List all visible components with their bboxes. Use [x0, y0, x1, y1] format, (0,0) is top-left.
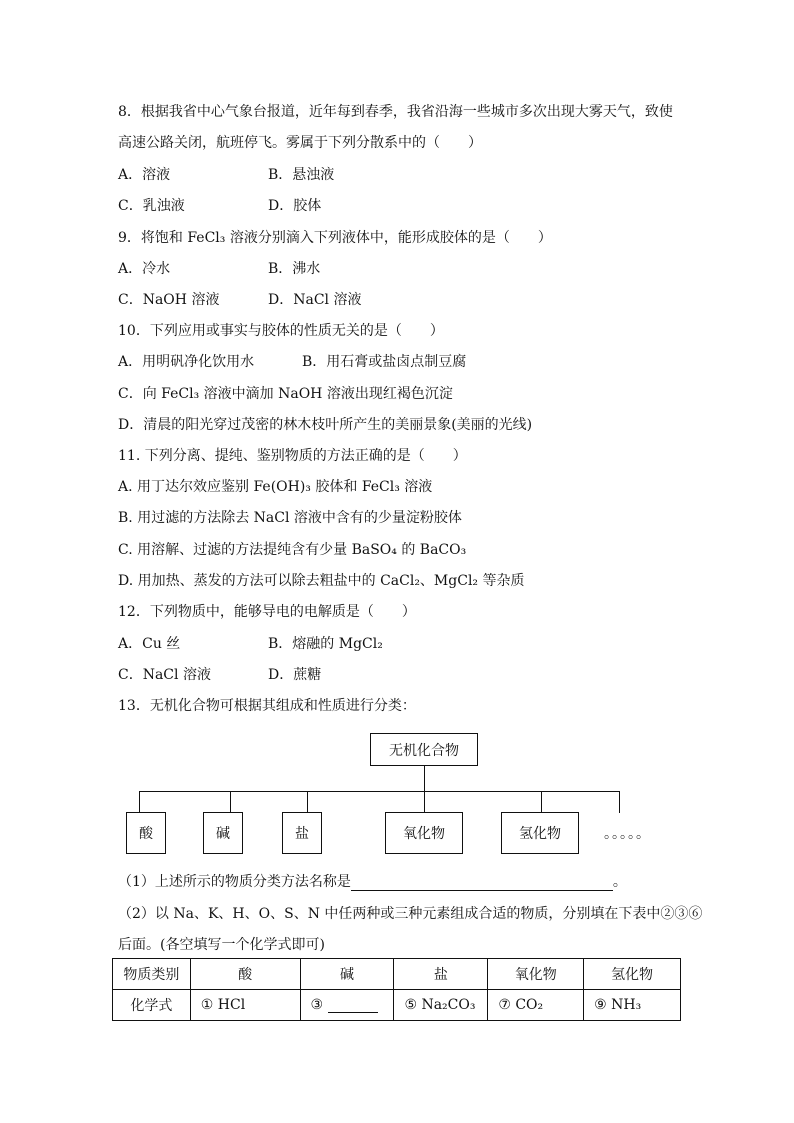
- table-header-cell: 氢化物: [584, 959, 681, 990]
- q11-stem: 11. 下列分离、提纯、鉴别物质的方法正确的是（ ）: [118, 448, 467, 464]
- q13-sub1: [118, 873, 627, 891]
- table-header-cell: 氧化物: [488, 959, 584, 990]
- table-header-cell: 酸: [190, 959, 300, 990]
- table-header-cell: 碱: [300, 959, 394, 990]
- table-cell-base-label: ③: [310, 997, 324, 1013]
- q12-option-b: B．熔融的 MgCl₂: [268, 636, 383, 652]
- tree-child-salt-label: 盐: [295, 826, 309, 842]
- tree-root-connector: [424, 766, 425, 791]
- tree-child-oxide-label: 氧化物: [403, 826, 445, 842]
- tree-child-base: [203, 812, 243, 854]
- q13-sub2-line2: 后面。(各空填写一个化学式即可): [118, 937, 325, 953]
- q10-option-d: D．清晨的阳光穿过茂密的林木枝叶所产生的美丽景象(美丽的光线): [118, 417, 533, 433]
- tree-child-base-label: 碱: [216, 826, 230, 842]
- table-cell-base: [300, 990, 394, 1021]
- tree-child-hydride-label: 氢化物: [519, 826, 561, 842]
- q10-stem: 10．下列应用或事实与胶体的性质无关的是（ ）: [118, 323, 444, 339]
- q13-sub1-end: 。: [612, 874, 627, 890]
- q8-option-d: D．胶体: [268, 198, 322, 214]
- q9-stem: 9．将饱和 FeCl₃ 溶液分别滴入下列液体中，能形成胶体的是（ ）: [118, 230, 552, 246]
- table-header-row: [113, 959, 681, 990]
- q12-option-c: C．NaCl 溶液: [118, 667, 211, 683]
- q13-sub1-answer-blank[interactable]: [351, 876, 613, 891]
- q11-option-c: C. 用溶解、过滤的方法提纯含有少量 BaSO₄ 的 BaCO₃: [118, 542, 467, 558]
- table-cell-salt: ⑤ Na₂CO₃: [394, 990, 488, 1021]
- q9-option-d: D．NaCl 溶液: [268, 292, 362, 308]
- q9-option-c: C．NaOH 溶液: [118, 292, 220, 308]
- tree-drop-more: [619, 791, 620, 813]
- formula-table: [112, 958, 681, 1021]
- q12-option-a: A．Cu 丝: [118, 636, 181, 652]
- q8-option-b: B．悬浊液: [268, 167, 335, 183]
- q13-sub2-line1: （2）以 Na、K、H、O、S、N 中任两种或三种元素组成合适的物质，分别填在下表中②③⑥: [118, 906, 703, 922]
- q9-option-a: A．冷水: [118, 261, 171, 277]
- q9-option-b: B．沸水: [268, 261, 321, 277]
- q10-option-b: B．用石膏或盐卤点制豆腐: [302, 354, 467, 370]
- tree-drop-salt: [307, 791, 308, 813]
- q8-option-a: A．溶液: [118, 167, 171, 183]
- q10-option-c: C．向 FeCl₃ 溶液中滴加 NaOH 溶液出现红褐色沉淀: [118, 386, 453, 402]
- tree-drop-acid: [139, 791, 140, 813]
- table-header-cell: 物质类别: [113, 959, 191, 990]
- tree-branch-line: [139, 791, 619, 792]
- table-header-cell: 盐: [394, 959, 488, 990]
- tree-ellipsis: 。。。。。: [604, 826, 651, 842]
- q11-option-a: A. 用丁达尔效应鉴别 Fe(OH)₃ 胶体和 FeCl₃ 溶液: [118, 479, 433, 495]
- table-row-label: 化学式: [113, 990, 191, 1021]
- tree-child-salt: [282, 812, 322, 854]
- tree-drop-oxide: [424, 791, 425, 813]
- q13-stem: 13．无机化合物可根据其组成和性质进行分类：: [118, 698, 416, 714]
- q11-option-d: D. 用加热、蒸发的方法可以除去粗盐中的 CaCl₂、MgCl₂ 等杂质: [118, 573, 525, 589]
- tree-child-acid-label: 酸: [139, 826, 153, 842]
- table-cell-hydride: ⑨ NH₃: [584, 990, 681, 1021]
- q10-option-a: A．用明矾净化饮用水: [118, 354, 255, 370]
- table-cell-oxide: ⑦ CO₂: [488, 990, 584, 1021]
- tree-root-box: [370, 733, 478, 766]
- q11-option-b: B. 用过滤的方法除去 NaCl 溶液中含有的少量淀粉胶体: [118, 510, 462, 526]
- tree-drop-base: [230, 791, 231, 813]
- tree-child-acid: [126, 812, 166, 854]
- q12-stem: 12．下列物质中，能够导电的电解质是（ ）: [118, 604, 416, 620]
- tree-child-hydride: [501, 812, 579, 854]
- table-cell-base-blank[interactable]: [328, 1000, 378, 1013]
- table-row: [113, 990, 681, 1021]
- q8-stem-line2: 高速公路关闭，航班停飞。雾属于下列分散系中的（ ）: [118, 135, 482, 151]
- tree-child-oxide: [385, 812, 463, 854]
- q12-option-d: D．蔗糖: [268, 667, 322, 683]
- q8-option-c: C．乳浊液: [118, 198, 185, 214]
- q8-stem-line1: 8．根据我省中心气象台报道，近年每到春季，我省沿海一些城市多次出现大雾天气，致使: [118, 104, 673, 120]
- q13-sub1-text: （1）上述所示的物质分类方法名称是: [118, 874, 351, 890]
- tree-root-label: 无机化合物: [389, 742, 459, 759]
- tree-drop-hydride: [541, 791, 542, 813]
- table-cell-acid: ① HCl: [190, 990, 300, 1021]
